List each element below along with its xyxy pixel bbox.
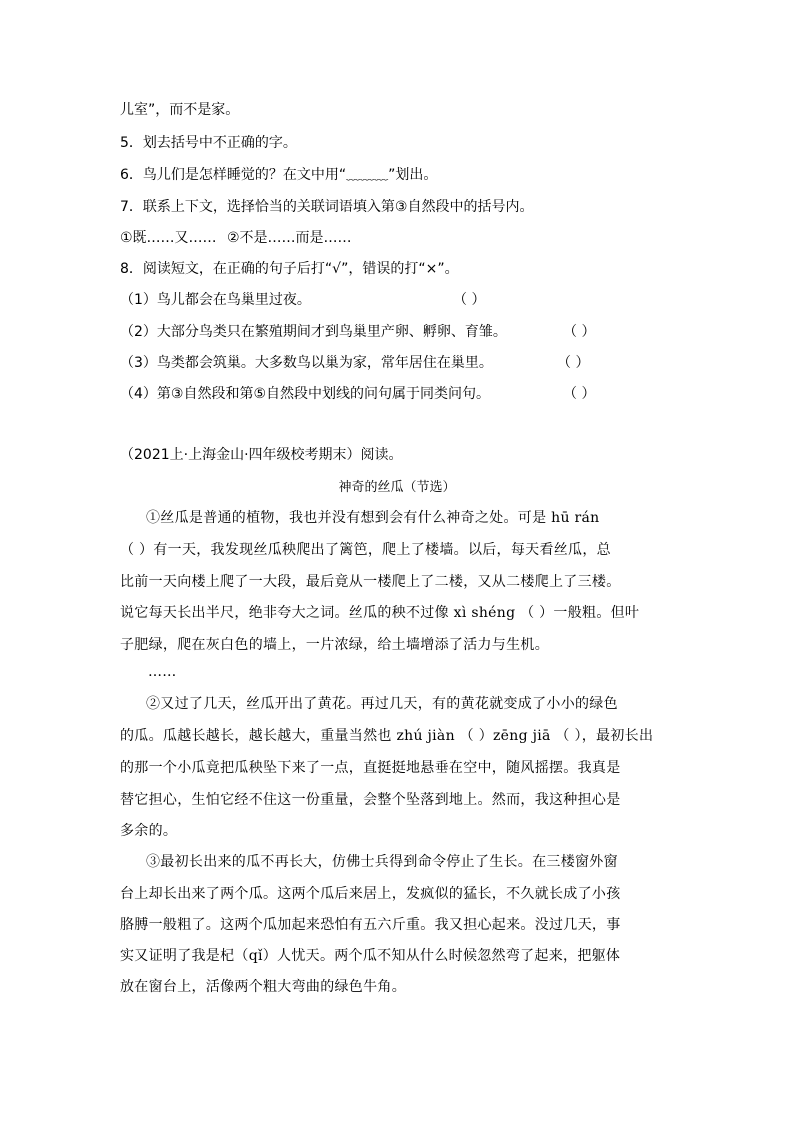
- paragraph-3-line-1: ③最初长出来的瓜不再长大，仿佛士兵得到命令停止了生长。在三楼窗外窗: [146, 854, 618, 870]
- paragraph-2-line-4: 替它担心，生怕它经不住这一份重量，会整个坠落到地上。然而，我这种担心是: [120, 792, 621, 808]
- item-text: （2）大部分鸟类只在繁殖期间才到鸟巢里产卵、孵卵、育雏。: [120, 324, 507, 340]
- question-8-item-4: [120, 384, 596, 404]
- paragraph-3-line-3: 胳膊一般粗了。这两个瓜加起来恐怕有五六斤重。我又担心起来。没过几天，事: [120, 917, 621, 933]
- answer-blank[interactable]: （ ）: [453, 292, 486, 308]
- ellipsis: ……: [148, 664, 177, 680]
- paragraph-1-line-2: （ ）有一天，我发现丝瓜秧爬出了篱笆，爬上了楼墙。以后，每天看丝瓜，总: [120, 542, 611, 558]
- passage-title: 神奇的丝瓜（节选）: [338, 480, 456, 495]
- answer-blank[interactable]: （ ）: [563, 324, 596, 340]
- question-6: 6．鸟儿们是怎样睡觉的？在文中用“﹏﹏﹏”划出。: [120, 167, 438, 183]
- paragraph-1-line-3: 比前一天向楼上爬了一大段，最后竟从一楼爬上了二楼，又从二楼爬上了三楼。: [120, 574, 621, 590]
- paragraph-2-line-3: 的那一个小瓜竟把瓜秧坠下来了一点，直挺挺地悬垂在空中，随风摇摆。我真是: [120, 760, 621, 776]
- paragraph-3-line-5: 放在窗台上，活像两个粗大弯曲的绿色牛角。: [120, 979, 406, 995]
- paragraph-3-line-2: 台上却长出来了两个瓜。这两个瓜后来居上，发疯似的猛长，不久就长成了小孩: [120, 886, 621, 902]
- item-text: （3）鸟类都会筑巢。大多数鸟以巢为家，常年居住在巢里。: [120, 355, 493, 371]
- item-text: （1）鸟儿都会在鸟巢里过夜。: [120, 292, 311, 308]
- paragraph-2-line-1: ②又过了几天，丝瓜开出了黄花。再过几天，有的黄花就变成了小小的绿色: [146, 696, 618, 712]
- question-8-item-2: [120, 322, 596, 342]
- question-7-options: ①既……又…… ②不是……而是……: [120, 230, 352, 246]
- answer-blank[interactable]: （ ）: [563, 386, 596, 402]
- question-8: 8．阅读短文，在正确的句子后打“√”，错误的打“×”。: [120, 261, 459, 277]
- paragraph-1-line-5: 子肥绿，爬在灰白色的墙上，一片浓绿，给土墙增添了活力与生机。: [120, 637, 549, 653]
- paragraph-2-line-5: 多余的。: [120, 823, 178, 839]
- question-8-item-1: [120, 290, 486, 310]
- item-text: （4）第③自然段和第⑤自然段中划线的问句属于同类问句。: [120, 386, 491, 402]
- passage-source: （2021上·上海金山·四年级校考期末）阅读。: [120, 447, 403, 463]
- paragraph-2-line-2: 的瓜。瓜越长越长，越长越大，重量当然也 zhú jiàn （ ）zēng jiā （ ），最初长出: [120, 728, 654, 744]
- paragraph-1-line-1: ①丝瓜是普通的植物，我也并没有想到会有什么神奇之处。可是 hū rán: [146, 510, 600, 526]
- question-8-item-3: [120, 353, 590, 373]
- paragraph-3-line-4: 实又证明了我是杞（qǐ）人忧天。两个瓜不知从什么时候忽然弯了起来，把躯体: [120, 948, 621, 964]
- question-7: 7．联系上下文，选择恰当的关联词语填入第③自然段中的括号内。: [120, 199, 534, 215]
- answer-blank[interactable]: （ ）: [557, 355, 590, 371]
- question-5: 5．划去括号中不正确的字。: [120, 135, 297, 151]
- question-continuation: 儿室”，而不是家。: [120, 102, 240, 118]
- paragraph-1-line-4: 说它每天长出半尺，绝非夸大之词。丝瓜的秧不过像 xì shéng （ ）一般粗。但叶: [120, 605, 640, 621]
